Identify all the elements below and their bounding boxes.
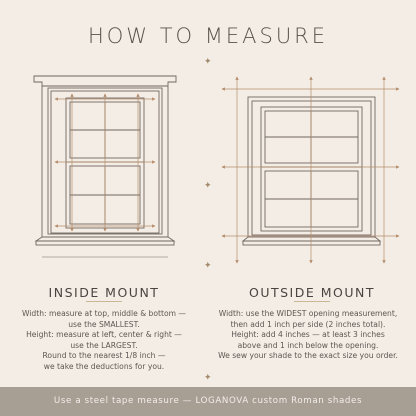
description-line: Width: use the WIDEST opening measurement, <box>218 309 398 318</box>
page-title: HOW TO MEASURE <box>87 24 329 48</box>
inside-mount-heading: INSIDE MOUNT <box>48 285 160 300</box>
description-line: above and 1 inch below the opening. <box>237 340 379 350</box>
divider <box>86 301 122 302</box>
outside-mount-heading: OUTSIDE MOUNT <box>248 285 375 300</box>
description-line: Round to the nearest 1/8 inch — <box>42 351 166 361</box>
description-line: we take the deductions for you. <box>43 361 165 371</box>
description-line: Height: add 4 inches — at least 3 inches <box>231 330 385 340</box>
description-line: use the LARGEST. <box>70 340 138 350</box>
description-line: Width: measure at top, middle & bottom — <box>21 309 187 318</box>
divider <box>294 301 330 302</box>
sparkle-icon: ✦ <box>204 261 212 271</box>
footer-banner: Use a steel tape measure — LOGANOVA custom Roman shades <box>0 387 416 416</box>
description-line: then add 1 inch per side (2 inches total). <box>230 319 386 329</box>
outside-mount-description <box>210 309 406 362</box>
sparkle-icon: ✦ <box>204 373 212 383</box>
inside-mount-description <box>6 309 202 373</box>
description-line: We sew your shade to the exact size you order. <box>218 351 398 361</box>
outside-mount-window <box>243 97 380 245</box>
description-line: Height: measure at left, center & right — <box>26 330 182 340</box>
sparkle-icon: ✦ <box>204 57 212 67</box>
sparkle-icon: ✦ <box>204 181 212 191</box>
description-line: use the SMALLEST. <box>68 319 140 329</box>
